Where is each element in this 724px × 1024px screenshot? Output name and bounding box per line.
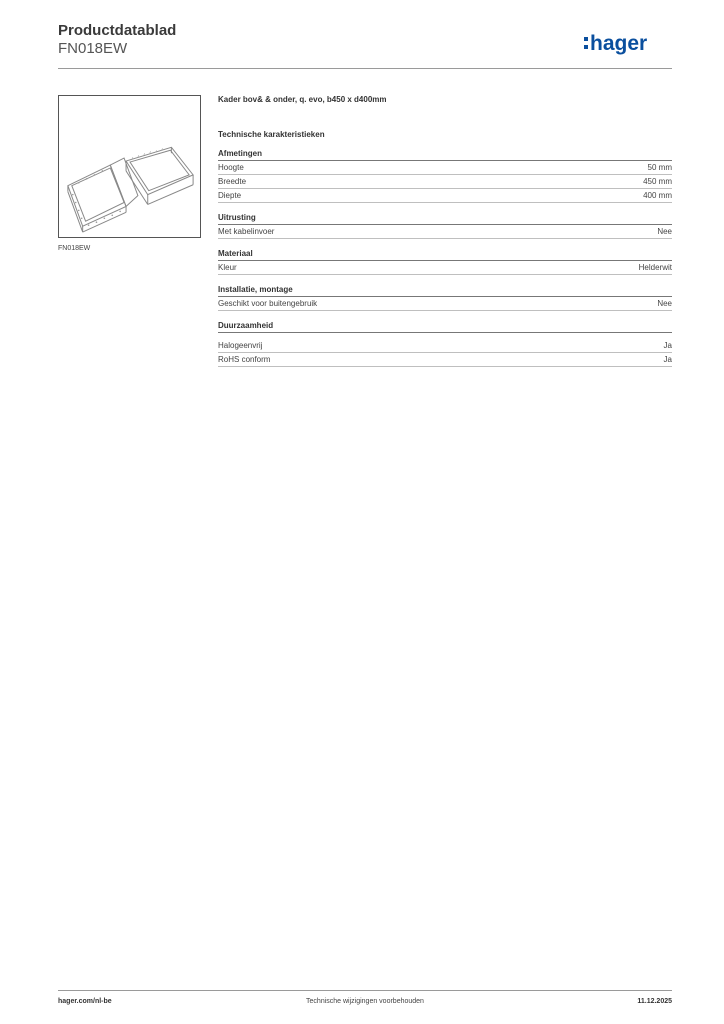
spec-label: RoHS conform	[218, 355, 271, 364]
tech-characteristics-heading: Technische karakteristieken	[218, 130, 325, 139]
page-title: Productdatablad	[58, 22, 177, 39]
page-header	[58, 22, 672, 58]
product-specs	[218, 95, 672, 367]
spec-value: Ja	[663, 341, 672, 350]
spec-value: 400 mm	[643, 191, 672, 200]
product-name: Kader bov& & onder, q. evo, b450 x d400mm	[218, 95, 387, 104]
spec-label: Breedte	[218, 177, 247, 186]
spec-value: Ja	[663, 355, 672, 364]
spec-row	[218, 339, 672, 353]
spec-value: Helderwit	[638, 263, 672, 272]
spec-row	[218, 161, 672, 175]
footer-disclaimer: Technische wijzigingen voorbehouden	[306, 998, 424, 1005]
spec-row	[218, 175, 672, 189]
footer-date: 11.12.2025	[637, 998, 672, 1005]
section-uitrusting-title: Uitrusting	[218, 213, 672, 225]
hager-logo	[582, 28, 672, 56]
section-duurzaamheid-title: Duurzaamheid	[218, 321, 672, 333]
section-materiaal-title: Materiaal	[218, 249, 672, 261]
spec-label: Halogeenvrij	[218, 341, 263, 350]
spec-row	[218, 189, 672, 203]
section-afmetingen-title: Afmetingen	[218, 149, 672, 161]
spec-label: Kleur	[218, 263, 237, 272]
spec-label: Hoogte	[218, 163, 244, 172]
footer-website-link[interactable]: hager.com/nl-be	[58, 998, 112, 1005]
section-installatie-title: Installatie, montage	[218, 285, 672, 297]
product-image	[58, 95, 201, 238]
footer-divider	[58, 990, 672, 991]
spec-row	[218, 297, 672, 311]
spec-label: Diepte	[218, 191, 242, 200]
spec-row	[218, 261, 672, 275]
spec-value: Nee	[657, 227, 672, 236]
spec-label: Met kabelinvoer	[218, 227, 275, 236]
spec-value: 450 mm	[643, 177, 672, 186]
spec-label: Geschikt voor buitengebruik	[218, 299, 318, 308]
spec-value: Nee	[657, 299, 672, 308]
logo-text: hager	[590, 32, 648, 55]
spec-row	[218, 225, 672, 239]
spec-row	[218, 353, 672, 367]
product-code: FN018EW	[58, 40, 128, 57]
image-caption: FN018EW	[58, 245, 91, 252]
header-divider	[58, 68, 672, 69]
spec-value: 50 mm	[647, 163, 672, 172]
